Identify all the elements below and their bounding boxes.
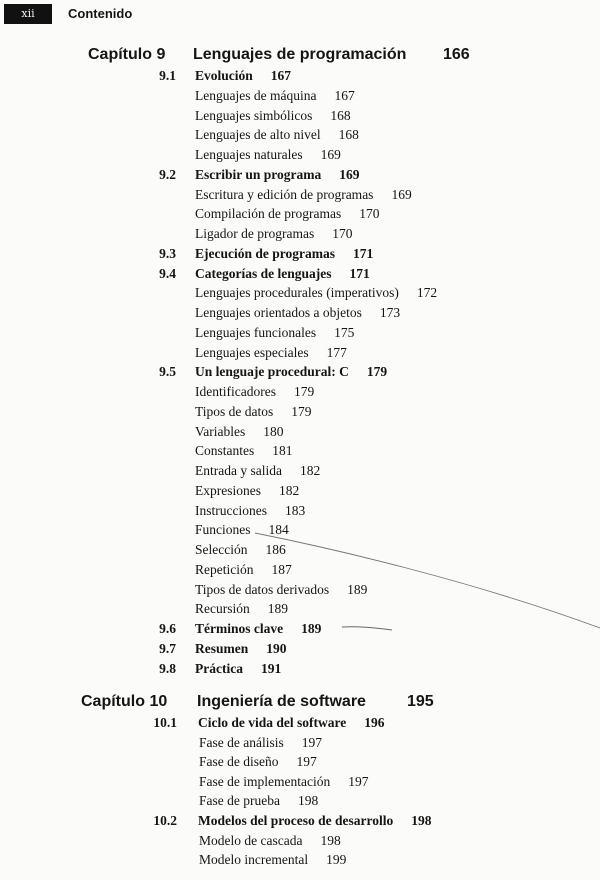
entry-text: Identificadores (195, 384, 276, 399)
page-number-box: xii (4, 4, 52, 24)
entry-page: 196 (364, 715, 385, 730)
entry-text: Modelos del proceso de desarrollo (198, 813, 394, 828)
section-number: 9.8 (159, 661, 176, 676)
entry-page: 180 (263, 424, 284, 439)
entry-page: 170 (359, 206, 380, 221)
entry-page: 170 (332, 226, 353, 241)
entry-page: 186 (265, 542, 286, 557)
entry-page: 171 (349, 266, 370, 281)
entry-page: 197 (301, 735, 322, 750)
entry-page: 179 (293, 384, 315, 399)
entry-page: 198 (297, 793, 319, 808)
chapter-page: 166 (443, 46, 470, 63)
section-number: 9.5 (159, 364, 176, 379)
entry-page: 197 (296, 754, 317, 769)
entry-page: 173 (379, 305, 401, 320)
entry-page: 184 (268, 522, 289, 537)
section-number: 9.3 (159, 246, 176, 261)
entry-page: 198 (411, 813, 432, 828)
section-number: 10.2 (153, 813, 177, 828)
entry-text: Expresiones (195, 483, 261, 498)
entry-text: Entrada y salida (195, 463, 282, 478)
section-number: 9.2 (159, 167, 176, 182)
entry-text: Fase de análisis (199, 735, 284, 750)
entry-text: Funciones (195, 522, 251, 537)
entry-page: 179 (366, 364, 388, 379)
entry-text: Escribir un programa (195, 167, 322, 182)
entry-page: 168 (338, 127, 359, 142)
entry-page: 183 (284, 503, 306, 518)
entry-text: Fase de diseño (199, 754, 279, 769)
entry-page: 169 (320, 147, 341, 162)
section-number: 9.6 (159, 621, 176, 636)
entry-text: Fase de implementación (199, 774, 331, 789)
entry-text: Lenguajes naturales (195, 147, 303, 162)
entry-text: Resumen (195, 641, 249, 656)
entry-text: Ejecución de programas (195, 246, 335, 261)
entry-text: Evolución (195, 68, 253, 83)
entry-page: 177 (326, 345, 347, 360)
entry-text: Tipos de datos (195, 404, 274, 419)
entry-page: 190 (266, 641, 287, 656)
entry-page: 191 (260, 661, 282, 676)
entry-text: Selección (195, 542, 248, 557)
entry-text: Lenguajes especiales (195, 345, 309, 360)
entry-text: Compilación de programas (195, 206, 342, 221)
entry-text: Instrucciones (195, 503, 267, 518)
entry-page: 198 (320, 833, 341, 848)
entry-text: Recursión (195, 601, 250, 616)
entry-page: 197 (348, 774, 369, 789)
entry-text: Modelo de cascada (199, 833, 303, 848)
entry-page: 187 (271, 562, 292, 577)
section-number: 10.1 (153, 715, 177, 730)
entry-text: Escritura y edición de programas (195, 187, 374, 202)
entry-page: 199 (326, 852, 347, 867)
chapter-title: Lenguajes de programación (193, 46, 407, 63)
entry-page: 189 (267, 601, 288, 616)
entry-text: Lenguajes procedurales (imperativos) (195, 285, 399, 300)
entry-text: Lenguajes de alto nivel (195, 127, 321, 142)
entry-page: 169 (391, 187, 412, 202)
chapter-page: 195 (407, 693, 434, 710)
chapter-label: Capítulo 9 (88, 46, 166, 63)
entry-page: 189 (347, 582, 368, 597)
chapter-label: Capítulo 10 (81, 693, 168, 710)
entry-text: Constantes (195, 443, 255, 458)
entry-text: Categorías de lenguajes (195, 266, 332, 281)
entry-text: Lenguajes funcionales (195, 325, 317, 340)
section-number: 9.1 (159, 68, 176, 83)
entry-text: Variables (195, 424, 246, 439)
entry-page: 167 (270, 68, 292, 83)
entry-page: 168 (330, 108, 351, 123)
entry-text: Lenguajes simbólicos (195, 108, 313, 123)
chapter-title: Ingeniería de software (197, 693, 366, 710)
entry-page: 172 (416, 285, 438, 300)
entry-text: Lenguajes orientados a objetos (195, 305, 362, 320)
entry-text: Términos clave (195, 621, 284, 636)
entry-text: Ligador de programas (195, 226, 315, 241)
entry-text: Práctica (195, 661, 243, 676)
section-number: 9.7 (159, 641, 176, 656)
entry-text: Un lenguaje procedural: C (195, 364, 349, 379)
entry-text: Lenguajes de máquina (195, 88, 317, 103)
entry-page: 179 (291, 404, 312, 419)
running-head: Contenido (68, 6, 133, 21)
entry-page: 181 (272, 443, 293, 458)
entry-page: 171 (353, 246, 374, 261)
entry-page: 175 (334, 325, 355, 340)
entry-page: 189 (301, 621, 322, 636)
entry-text: Tipos de datos derivados (195, 582, 330, 597)
entry-page: 182 (299, 463, 321, 478)
entry-page: 169 (339, 167, 360, 182)
entry-text: Fase de prueba (199, 793, 280, 808)
entry-page: 182 (278, 483, 300, 498)
entry-page: 167 (334, 88, 355, 103)
entry-text: Modelo incremental (199, 852, 309, 867)
entry-text: Ciclo de vida del software (198, 715, 347, 730)
section-number: 9.4 (159, 266, 176, 281)
entry-text: Repetición (195, 562, 254, 577)
